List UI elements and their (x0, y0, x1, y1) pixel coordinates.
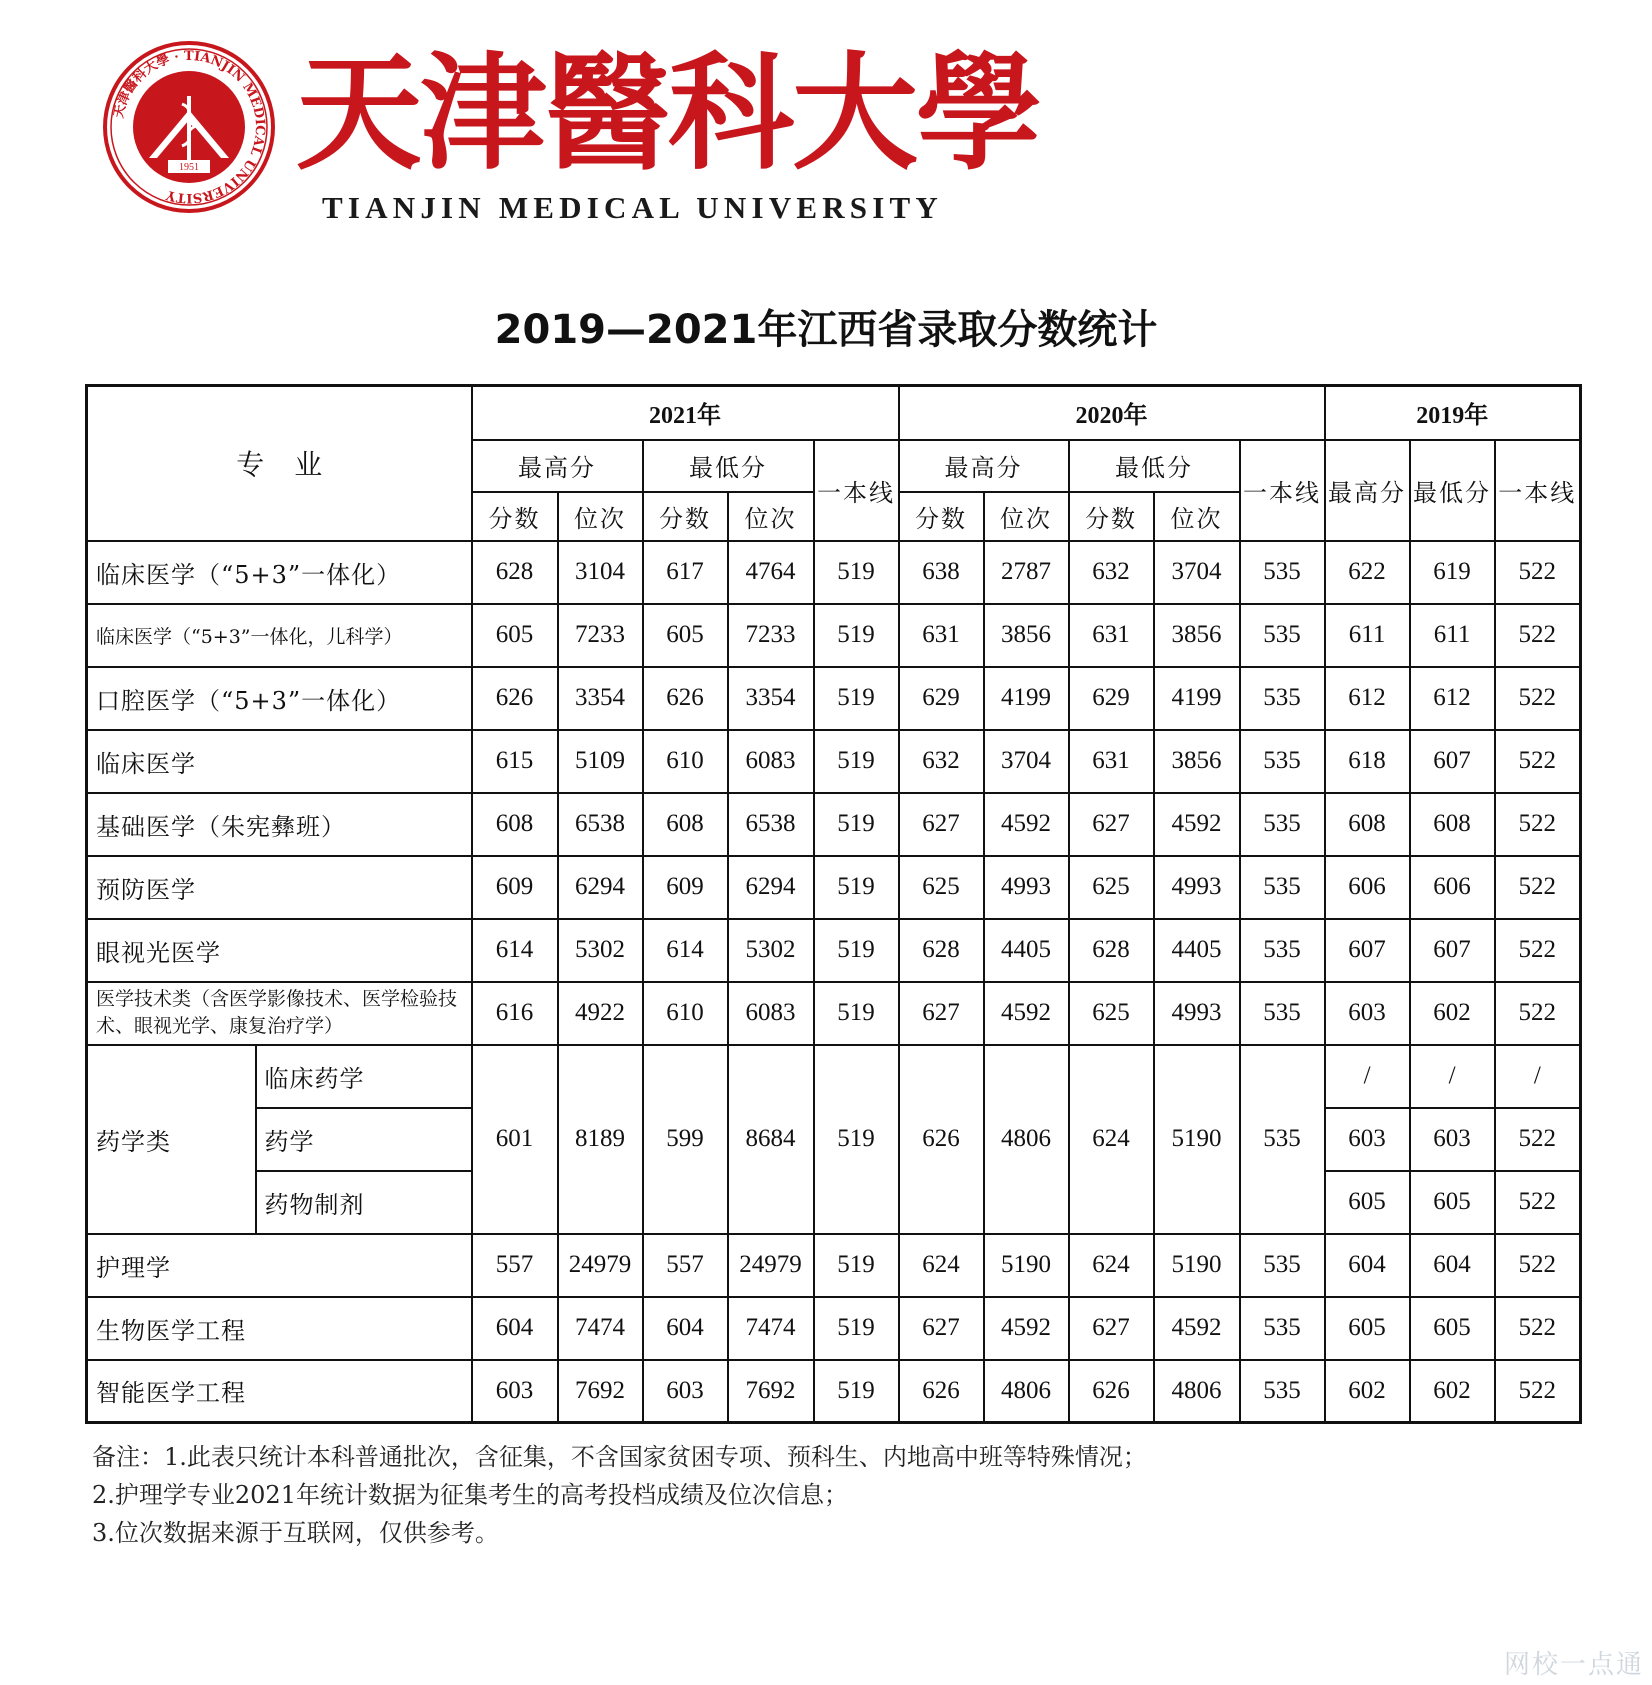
rank-cell: 24979 (558, 1234, 643, 1297)
first-tier-line-header: 一本线 (1240, 440, 1325, 541)
score-cell: 625 (1069, 856, 1154, 919)
rank-cell: 4993 (1154, 856, 1240, 919)
score-cell: 605 (472, 604, 558, 667)
score-cell: 601 (472, 1045, 558, 1234)
score-cell: 624 (899, 1234, 984, 1297)
line-cell: 519 (814, 856, 899, 919)
watermark: 网校一点通 (1503, 1650, 1644, 1680)
score-cell: 608 (1410, 793, 1495, 856)
score-cell: 557 (472, 1234, 558, 1297)
score-cell: 603 (1325, 982, 1410, 1045)
line-cell: 535 (1240, 730, 1325, 793)
highest-score-header: 最高分 (1325, 440, 1410, 541)
line-cell: 522 (1495, 667, 1581, 730)
score-cell: 602 (1410, 982, 1495, 1045)
score-cell: 602 (1325, 1360, 1410, 1423)
score-cell: 625 (1069, 982, 1154, 1045)
line-cell: 535 (1240, 1297, 1325, 1360)
line-cell: 535 (1240, 919, 1325, 982)
line-cell: 522 (1495, 1360, 1581, 1423)
university-name-english: TIANJIN MEDICAL UNIVERSITY (322, 190, 943, 225)
major-name: 医学技术类（含医学影像技术、医学检验技术、眼视光学、康复治疗学） (87, 982, 472, 1045)
rank-cell: 3104 (558, 541, 643, 604)
major-name: 护理学 (87, 1234, 472, 1297)
score-cell: 599 (643, 1045, 728, 1234)
score-cell: 611 (1410, 604, 1495, 667)
score-cell: 625 (899, 856, 984, 919)
score-cell: 626 (899, 1045, 984, 1234)
score-cell: 610 (643, 982, 728, 1045)
line-cell: 522 (1495, 1171, 1581, 1234)
score-cell: / (1410, 1045, 1495, 1108)
table-row (87, 1234, 1581, 1297)
score-cell: 604 (1410, 1234, 1495, 1297)
line-cell: 519 (814, 982, 899, 1045)
score-cell: 626 (899, 1360, 984, 1423)
rank-cell: 5302 (728, 919, 814, 982)
score-subheader: 分数 (899, 492, 984, 541)
footnote-1: 备注：1.此表只统计本科普通批次，含征集，不含国家贫困专项、预科生、内地高中班等特殊情况； (92, 1443, 1147, 1471)
rank-subheader: 位次 (1154, 492, 1240, 541)
highest-score-header: 最高分 (472, 440, 643, 492)
rank-cell: 4592 (1154, 1297, 1240, 1360)
lowest-score-header: 最低分 (1069, 440, 1240, 492)
score-cell: 605 (643, 604, 728, 667)
major-name: 口腔医学（“5+3”一体化） (87, 667, 472, 730)
score-cell: 607 (1410, 919, 1495, 982)
line-cell: 519 (814, 541, 899, 604)
rank-cell: 7233 (558, 604, 643, 667)
score-cell: 602 (1410, 1360, 1495, 1423)
score-cell: 603 (1410, 1108, 1495, 1171)
university-name-chinese: 天津醫科大學 (296, 39, 1040, 187)
rank-cell: 6294 (558, 856, 643, 919)
score-cell: 603 (472, 1360, 558, 1423)
score-cell: 604 (472, 1297, 558, 1360)
line-cell: 535 (1240, 1360, 1325, 1423)
score-cell: 603 (1325, 1108, 1410, 1171)
score-cell: 627 (1069, 793, 1154, 856)
line-cell: 522 (1495, 982, 1581, 1045)
university-seal-logo (102, 40, 276, 214)
score-cell: 608 (472, 793, 558, 856)
score-cell: 607 (1410, 730, 1495, 793)
svg-text:1951: 1951 (179, 162, 199, 173)
rank-subheader: 位次 (558, 492, 643, 541)
score-cell: / (1325, 1045, 1410, 1108)
score-cell: 604 (643, 1297, 728, 1360)
first-tier-line-header: 一本线 (1495, 440, 1581, 541)
rank-cell: 5302 (558, 919, 643, 982)
score-cell: 624 (1069, 1045, 1154, 1234)
score-cell: 608 (1325, 793, 1410, 856)
score-subheader: 分数 (472, 492, 558, 541)
score-cell: 605 (1325, 1171, 1410, 1234)
score-cell: 628 (472, 541, 558, 604)
footnote-2: 2.护理学专业2021年统计数据为征集考生的高考投档成绩及位次信息； (92, 1481, 848, 1509)
rank-cell: 3856 (1154, 604, 1240, 667)
line-cell: 519 (814, 1045, 899, 1234)
score-cell: 632 (899, 730, 984, 793)
rank-cell: 4806 (984, 1045, 1069, 1234)
year-header-2019: 2019年 (1325, 386, 1581, 440)
rank-cell: 8684 (728, 1045, 814, 1234)
sub-major-name: 药学 (256, 1108, 472, 1171)
year-header-2021: 2021年 (472, 386, 899, 440)
major-name: 基础医学（朱宪彝班） (87, 793, 472, 856)
line-cell: 519 (814, 1297, 899, 1360)
score-cell: 612 (1410, 667, 1495, 730)
lowest-score-header: 最低分 (1410, 440, 1495, 541)
score-cell: 629 (1069, 667, 1154, 730)
line-cell: 535 (1240, 1045, 1325, 1234)
score-cell: 638 (899, 541, 984, 604)
rank-cell: 6538 (728, 793, 814, 856)
score-subheader: 分数 (1069, 492, 1154, 541)
line-cell: 535 (1240, 667, 1325, 730)
score-cell: 627 (899, 793, 984, 856)
footnote-3: 3.位次数据来源于互联网，仅供参考。 (92, 1519, 499, 1547)
rank-cell: 4592 (984, 982, 1069, 1045)
sub-major-name: 药物制剂 (256, 1171, 472, 1234)
line-cell: 522 (1495, 919, 1581, 982)
line-cell: 522 (1495, 541, 1581, 604)
highest-score-header: 最高分 (899, 440, 1069, 492)
page-title: 2019—2021年江西省录取分数统计 (494, 307, 1158, 353)
score-cell: 627 (1069, 1297, 1154, 1360)
line-cell: 535 (1240, 856, 1325, 919)
score-cell: 607 (1325, 919, 1410, 982)
rank-cell: 2787 (984, 541, 1069, 604)
rank-cell: 7692 (728, 1360, 814, 1423)
score-cell: 631 (1069, 604, 1154, 667)
score-cell: 628 (1069, 919, 1154, 982)
rank-cell: 4199 (984, 667, 1069, 730)
rank-cell: 4806 (984, 1360, 1069, 1423)
line-cell: 535 (1240, 541, 1325, 604)
line-cell: 522 (1495, 604, 1581, 667)
line-cell: 519 (814, 604, 899, 667)
table-row (87, 919, 1581, 982)
line-cell: 519 (814, 1234, 899, 1297)
rank-cell: 3704 (984, 730, 1069, 793)
major-name: 临床医学（“5+3”一体化，儿科学） (87, 604, 472, 667)
major-name: 临床医学 (87, 730, 472, 793)
rank-cell: 7474 (558, 1297, 643, 1360)
score-cell: 610 (643, 730, 728, 793)
sub-major-name: 临床药学 (256, 1045, 472, 1108)
score-subheader: 分数 (643, 492, 728, 541)
score-cell: 612 (1325, 667, 1410, 730)
table-row (87, 604, 1581, 667)
major-name: 智能医学工程 (87, 1360, 472, 1423)
line-cell: 535 (1240, 982, 1325, 1045)
line-cell: 522 (1495, 1108, 1581, 1171)
score-cell: 609 (472, 856, 558, 919)
score-cell: 606 (1410, 856, 1495, 919)
table-row-pharmacy (87, 1045, 1581, 1108)
rank-cell: 6083 (728, 730, 814, 793)
rank-cell: 3704 (1154, 541, 1240, 604)
rank-cell: 3856 (984, 604, 1069, 667)
rank-cell: 5109 (558, 730, 643, 793)
score-cell: 557 (643, 1234, 728, 1297)
line-cell: 519 (814, 730, 899, 793)
score-cell: 632 (1069, 541, 1154, 604)
rank-cell: 4922 (558, 982, 643, 1045)
year-header-2020: 2020年 (899, 386, 1325, 440)
line-cell: 522 (1495, 856, 1581, 919)
rank-cell: 4806 (1154, 1360, 1240, 1423)
rank-subheader: 位次 (728, 492, 814, 541)
rank-cell: 4405 (1154, 919, 1240, 982)
rank-cell: 7474 (728, 1297, 814, 1360)
score-cell: 627 (899, 1297, 984, 1360)
score-cell: 629 (899, 667, 984, 730)
table-row (87, 1360, 1581, 1423)
score-cell: 624 (1069, 1234, 1154, 1297)
rank-cell: 4592 (1154, 793, 1240, 856)
table-row (87, 1297, 1581, 1360)
line-cell: 522 (1495, 1234, 1581, 1297)
score-cell: 603 (643, 1360, 728, 1423)
line-cell: 535 (1240, 1234, 1325, 1297)
rank-cell: 6538 (558, 793, 643, 856)
first-tier-line-header: 一本线 (814, 440, 899, 541)
footnotes (92, 1438, 1147, 1552)
major-group-name: 药学类 (87, 1045, 256, 1234)
table-row (87, 982, 1581, 1045)
score-cell: 608 (643, 793, 728, 856)
line-cell: 522 (1495, 730, 1581, 793)
rank-cell: 8189 (558, 1045, 643, 1234)
score-cell: 616 (472, 982, 558, 1045)
rank-cell: 4993 (1154, 982, 1240, 1045)
score-cell: 611 (1325, 604, 1410, 667)
table-row (87, 541, 1581, 604)
rank-cell: 5190 (984, 1234, 1069, 1297)
rank-cell: 5190 (1154, 1045, 1240, 1234)
admission-score-table (85, 384, 1582, 1424)
rank-cell: 5190 (1154, 1234, 1240, 1297)
score-cell: 609 (643, 856, 728, 919)
rank-cell: 4592 (984, 793, 1069, 856)
rank-cell: 4764 (728, 541, 814, 604)
score-cell: 615 (472, 730, 558, 793)
score-cell: 626 (643, 667, 728, 730)
table-row (87, 856, 1581, 919)
major-name: 眼视光医学 (87, 919, 472, 982)
line-cell: 519 (814, 919, 899, 982)
rank-cell: 3354 (558, 667, 643, 730)
svg-text:天津醫科大學 · TIANJIN MEDICAL UNIVE: 天津醫科大學 · TIANJIN MEDICAL UNIVERSITY (111, 48, 268, 206)
rank-cell: 3856 (1154, 730, 1240, 793)
score-cell: 614 (472, 919, 558, 982)
major-header: 专业 (87, 386, 472, 541)
rank-cell: 24979 (728, 1234, 814, 1297)
rank-cell: 7233 (728, 604, 814, 667)
score-cell: 605 (1410, 1297, 1495, 1360)
rank-cell: 4199 (1154, 667, 1240, 730)
line-cell: / (1495, 1045, 1581, 1108)
line-cell: 522 (1495, 1297, 1581, 1360)
major-name: 预防医学 (87, 856, 472, 919)
score-cell: 628 (899, 919, 984, 982)
line-cell: 519 (814, 1360, 899, 1423)
score-cell: 618 (1325, 730, 1410, 793)
rank-cell: 4405 (984, 919, 1069, 982)
line-cell: 519 (814, 793, 899, 856)
lowest-score-header: 最低分 (643, 440, 814, 492)
major-name: 生物医学工程 (87, 1297, 472, 1360)
score-cell: 622 (1325, 541, 1410, 604)
rank-cell: 7692 (558, 1360, 643, 1423)
score-cell: 605 (1410, 1171, 1495, 1234)
score-cell: 606 (1325, 856, 1410, 919)
score-cell: 631 (1069, 730, 1154, 793)
rank-cell: 6294 (728, 856, 814, 919)
table-row (87, 667, 1581, 730)
rank-cell: 3354 (728, 667, 814, 730)
score-cell: 626 (1069, 1360, 1154, 1423)
score-cell: 631 (899, 604, 984, 667)
major-name: 临床医学（“5+3”一体化） (87, 541, 472, 604)
score-cell: 627 (899, 982, 984, 1045)
score-cell: 619 (1410, 541, 1495, 604)
line-cell: 522 (1495, 793, 1581, 856)
score-cell: 605 (1325, 1297, 1410, 1360)
line-cell: 535 (1240, 793, 1325, 856)
score-cell: 614 (643, 919, 728, 982)
rank-cell: 4592 (984, 1297, 1069, 1360)
table-row (87, 730, 1581, 793)
rank-cell: 6083 (728, 982, 814, 1045)
line-cell: 535 (1240, 604, 1325, 667)
score-cell: 617 (643, 541, 728, 604)
score-cell: 604 (1325, 1234, 1410, 1297)
line-cell: 519 (814, 667, 899, 730)
table-row (87, 793, 1581, 856)
rank-cell: 4993 (984, 856, 1069, 919)
rank-subheader: 位次 (984, 492, 1069, 541)
score-cell: 626 (472, 667, 558, 730)
